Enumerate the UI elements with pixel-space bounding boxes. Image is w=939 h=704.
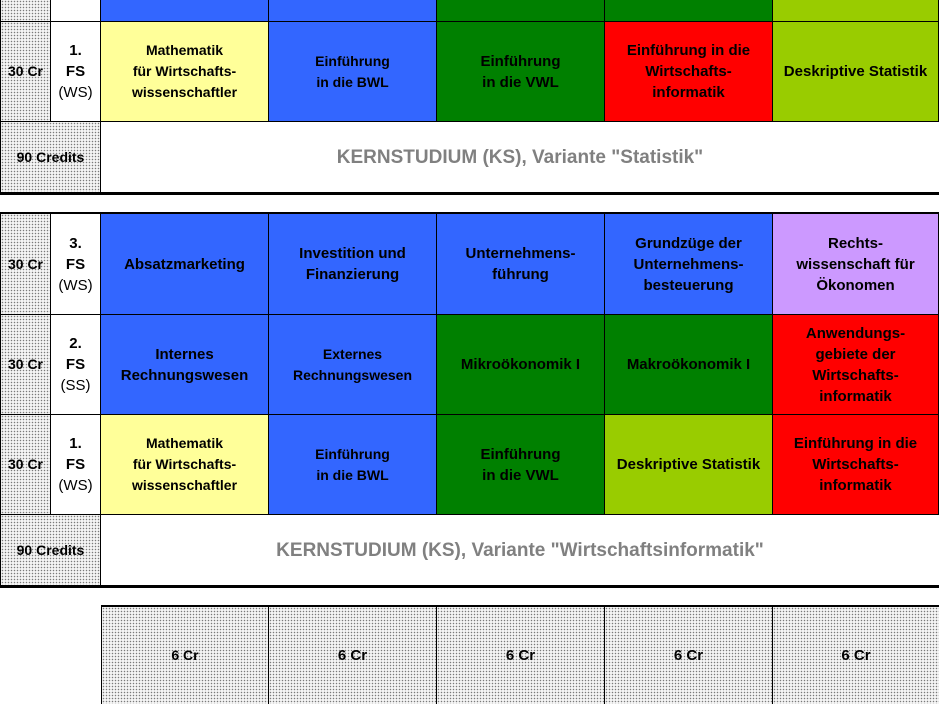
s1-band-title: KERNSTUDIUM (KS), Variante "Statistik" xyxy=(101,122,939,194)
semester-term: (WS) xyxy=(58,477,93,494)
module-einfuehrung-vwl: Einführung in die VWL xyxy=(437,22,605,122)
footer-credit-5: 6 Cr xyxy=(773,607,939,704)
top-partial-credits xyxy=(0,0,51,22)
top-partial-module-2 xyxy=(269,0,437,22)
semester-term: (SS) xyxy=(60,377,91,394)
module-besteuerung: Grundzüge der Unternehmens- besteuerung xyxy=(605,214,773,315)
semester-label: FS xyxy=(65,456,86,473)
semester-number: 2. xyxy=(69,335,82,352)
top-partial-module-4 xyxy=(605,0,773,22)
semester-label: FS xyxy=(65,255,86,273)
s2-row2-credits: 30 Cr xyxy=(0,315,51,415)
semester-number: 1. xyxy=(69,42,82,59)
module-rechtswissenschaft: Rechts- wissenschaft für Ökonomen xyxy=(773,214,939,315)
semester-number: 1. xyxy=(69,435,82,452)
footer-credit-3: 6 Cr xyxy=(437,607,605,704)
module-mikrooekonomik: Mikroökonomik I xyxy=(437,315,605,415)
semester-number: 3. xyxy=(69,234,82,252)
s2-row2-semester xyxy=(51,315,101,415)
footer-credit-2: 6 Cr xyxy=(269,607,437,704)
module-externes-rw: Externes Rechnungswesen xyxy=(269,315,437,415)
semester-label: FS xyxy=(65,63,86,80)
semester-term: (WS) xyxy=(58,84,93,101)
top-partial-fs xyxy=(51,0,101,22)
section-divider xyxy=(0,585,939,588)
s1-row1-credits: 30 Cr xyxy=(0,22,51,122)
module-einfuehrung-bwl: Einführung in die BWL xyxy=(269,415,437,515)
s2-band-credits: 90 Credits xyxy=(0,515,101,587)
s1-row1-semester xyxy=(51,22,101,122)
module-absatzmarketing: Absatzmarketing xyxy=(101,214,269,315)
s2-row1-semester xyxy=(51,415,101,515)
module-makrooekonomik: Makroökonomik I xyxy=(605,315,773,415)
module-mathematik: Mathematik für Wirtschafts- wissenschaftler xyxy=(101,22,269,122)
top-partial-module-3 xyxy=(437,0,605,22)
module-einfuehrung-wi: Einführung in die Wirtschafts- informatik xyxy=(605,22,773,122)
module-einfuehrung-bwl: Einführung in die BWL xyxy=(269,22,437,122)
semester-label: FS xyxy=(65,356,86,373)
module-internes-rw: Internes Rechnungswesen xyxy=(101,315,269,415)
footer-credit-4: 6 Cr xyxy=(605,607,773,704)
module-deskriptive-statistik: Deskriptive Statistik xyxy=(605,415,773,515)
top-partial-module-5 xyxy=(773,0,939,22)
section-divider xyxy=(0,192,939,195)
module-mathematik: Mathematik für Wirtschafts- wissenschaftler xyxy=(101,415,269,515)
module-investition: Investition und Finanzierung xyxy=(269,214,437,315)
top-partial-module-1 xyxy=(101,0,269,22)
s2-row3-credits: 30 Cr xyxy=(0,214,51,315)
s1-band-credits: 90 Credits xyxy=(0,122,101,194)
footer-credit-1: 6 Cr xyxy=(101,607,269,704)
module-einfuehrung-wi: Einführung in die Wirtschafts- informatik xyxy=(773,415,939,515)
s2-band-title: KERNSTUDIUM (KS), Variante "Wirtschaftsinformatik" xyxy=(101,515,939,587)
module-anwendungsgebiete-wi: Anwendungs- gebiete der Wirtschafts- informatik xyxy=(773,315,939,415)
semester-term: (WS) xyxy=(58,276,93,294)
s2-row1-credits: 30 Cr xyxy=(0,415,51,515)
module-unternehmensfuehrung: Unternehmens- führung xyxy=(437,214,605,315)
s2-row3-semester xyxy=(51,214,101,315)
module-deskriptive-statistik: Deskriptive Statistik xyxy=(773,22,939,122)
module-einfuehrung-vwl: Einführung in die VWL xyxy=(437,415,605,515)
